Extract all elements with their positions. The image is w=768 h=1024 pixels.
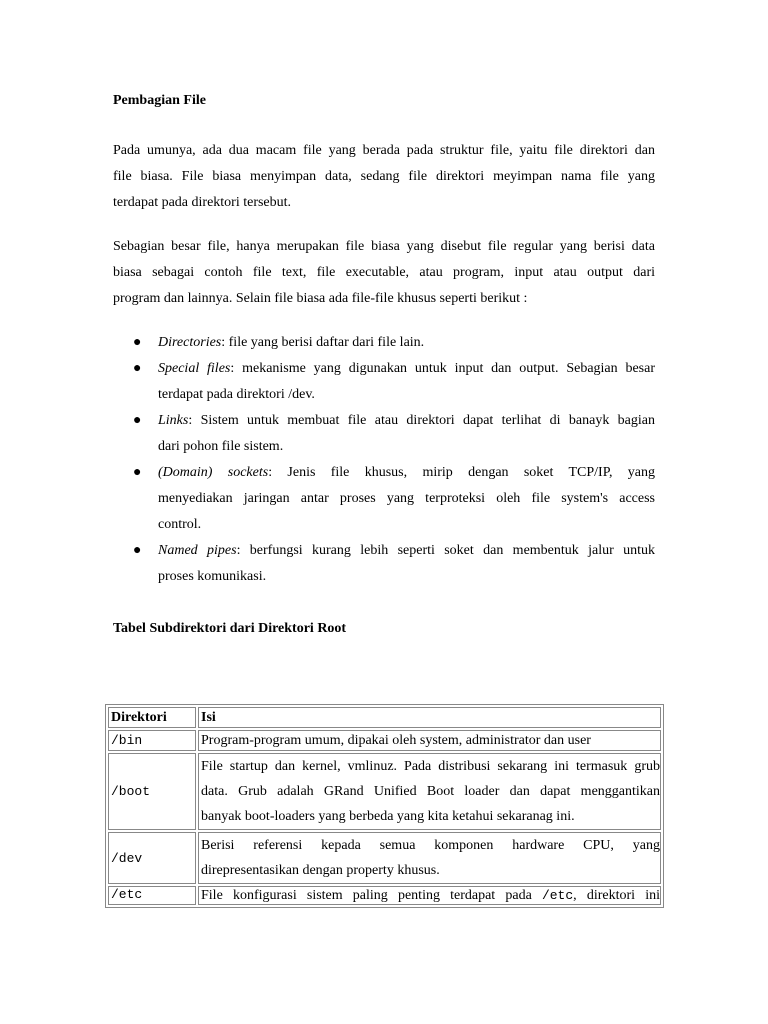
directory-table: [105, 704, 664, 908]
list-item-text: : Jenis file khusus, mirip dengan soket TCP/IP, yang: [268, 465, 655, 480]
list-item-term: Links: [158, 413, 189, 428]
directory-name: /dev: [108, 832, 196, 884]
bullet-icon: ●: [133, 465, 142, 480]
list-item-term: Directories: [158, 335, 222, 350]
column-header-isi: Isi: [198, 707, 661, 728]
paragraph-line: Pada umunya, ada dua macam file yang berada pada struktur file, yaitu file direktori dan: [113, 143, 655, 158]
list-item-text: : Sistem untuk membuat file atau direktori dapat terlihat di banayk bagian: [188, 413, 655, 428]
bullet-icon: ●: [133, 413, 142, 428]
list-item-special-files: [113, 356, 655, 408]
description-line: banyak boot-loaders yang berbeda yang kita ketahui sekaranag ini.: [201, 809, 575, 824]
list-item-text: : berfungsi kurang lebih seperti soket dan membentuk jalur untuk: [236, 543, 656, 558]
description-line: direpresentasikan dengan property khusus.: [201, 863, 440, 878]
table-title: Tabel Subdirektori dari Direktori Root: [113, 621, 347, 636]
list-item-term: Special files: [158, 361, 231, 376]
paragraph-line: terdapat pada direktori tersebut.: [113, 195, 292, 210]
paragraph-line: Sebagian besar file, hanya merupakan file biasa yang disebut file regular yang berisi data: [113, 239, 655, 254]
list-item-text: dari pohon file sistem.: [158, 439, 284, 454]
bullet-icon: ●: [133, 361, 142, 376]
bullet-icon: ●: [133, 335, 142, 350]
table-row: [108, 832, 661, 884]
list-item-directories: [113, 330, 655, 356]
list-item-text: : mekanisme yang digunakan untuk input dan output. Sebagian besar: [230, 361, 655, 376]
list-item-named-pipes: [113, 538, 655, 590]
table-row: [108, 730, 661, 751]
list-item-domain-sockets: [113, 460, 655, 538]
list-item-text: proses komunikasi.: [158, 569, 267, 584]
directory-description: [198, 730, 661, 751]
paragraph-line: program dan lainnya. Selain file biasa ada file-file khusus seperti berikut :: [113, 291, 528, 306]
paragraph-intro: [113, 138, 655, 216]
directory-description: [198, 886, 661, 905]
description-line: data. Grub adalah GRand Unified Boot loader dan dapat menggantikan: [201, 784, 660, 799]
list-item-text: : file yang berisi daftar dari file lain.: [221, 335, 425, 350]
table-row: [108, 886, 661, 905]
section-title: Pembagian File: [113, 93, 206, 108]
directory-name: /boot: [108, 753, 196, 830]
description-line: File startup dan kernel, vmlinuz. Pada distribusi sekarang ini termasuk grub: [201, 759, 660, 774]
file-type-list: [113, 330, 655, 590]
list-item-text: menyediakan jaringan antar proses yang terproteksi oleh file system's access: [158, 491, 655, 506]
column-header-direktori: Direktori: [108, 707, 196, 728]
list-item-term: Named pipes: [158, 543, 237, 558]
description-line: Berisi referensi kepada semua komponen hardware CPU, yang: [201, 838, 660, 853]
list-item-links: [113, 408, 655, 460]
description-line: File konfigurasi sistem paling penting terdapat pada /etc, direktori ini: [201, 888, 660, 903]
description-line: Program-program umum, dipakai oleh system, administrator dan user: [201, 733, 591, 748]
paragraph-file-types: [113, 234, 655, 312]
list-item-text: control.: [158, 517, 202, 532]
directory-description: [198, 832, 661, 884]
directory-name: /etc: [108, 886, 196, 905]
directory-name: /bin: [108, 730, 196, 751]
paragraph-line: biasa sebagai contoh file text, file executable, atau program, input atau output dari: [113, 265, 655, 280]
bullet-icon: ●: [133, 543, 142, 558]
directory-description: [198, 753, 661, 830]
list-item-text: terdapat pada direktori /dev.: [158, 387, 315, 402]
table-header-row: [108, 707, 661, 728]
table-row: [108, 753, 661, 830]
paragraph-line: file biasa. File biasa menyimpan data, sedang file direktori meyimpan nama file yang: [113, 169, 655, 184]
list-item-term: (Domain) sockets: [158, 465, 269, 480]
